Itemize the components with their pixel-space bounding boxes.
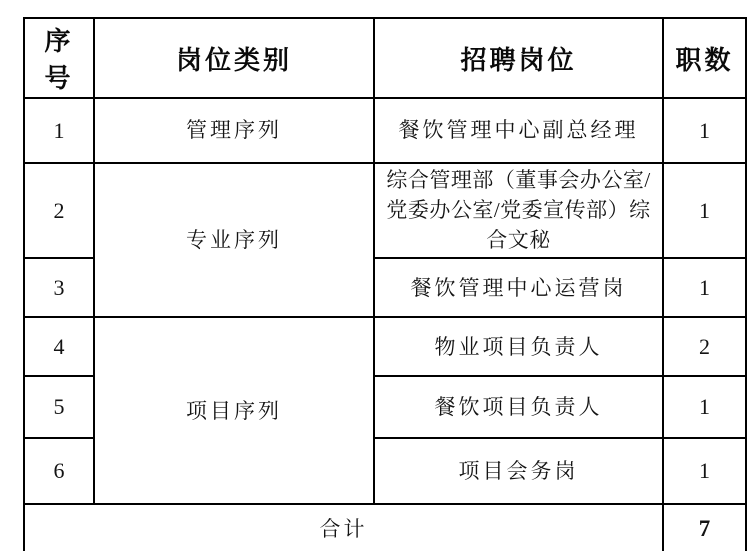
recruitment-positions-table <box>23 17 747 551</box>
row-number-cell: 4 <box>24 317 94 376</box>
position-cell: 项目会务岗 <box>374 438 663 504</box>
table-row <box>24 163 746 258</box>
total-row <box>24 504 746 551</box>
header-count: 职数 <box>663 18 746 98</box>
position-cell: 餐饮项目负责人 <box>374 376 663 438</box>
table-row <box>24 98 746 163</box>
count-cell: 2 <box>663 317 746 376</box>
count-cell: 1 <box>663 98 746 163</box>
count-cell: 1 <box>663 163 746 258</box>
category-cell-merged: 项目序列 <box>94 317 374 504</box>
header-position: 招聘岗位 <box>374 18 663 98</box>
count-cell: 1 <box>663 438 746 504</box>
header-row <box>24 18 746 98</box>
count-cell: 1 <box>663 258 746 317</box>
row-number-cell: 5 <box>24 376 94 438</box>
count-cell: 1 <box>663 376 746 438</box>
category-cell: 管理序列 <box>94 98 374 163</box>
row-number-cell: 1 <box>24 98 94 163</box>
header-no: 序号 <box>24 18 94 98</box>
total-value-cell: 7 <box>663 504 746 551</box>
row-number-cell: 3 <box>24 258 94 317</box>
position-cell: 综合管理部（董事会办公室/党委办公室/党委宣传部）综合文秘 <box>374 163 663 258</box>
position-cell: 餐饮管理中心运营岗 <box>374 258 663 317</box>
total-label-cell: 合计 <box>24 504 663 551</box>
row-number-cell: 2 <box>24 163 94 258</box>
table-row <box>24 317 746 376</box>
header-category: 岗位类别 <box>94 18 374 98</box>
row-number-cell: 6 <box>24 438 94 504</box>
category-cell-merged: 专业序列 <box>94 163 374 317</box>
position-cell: 物业项目负责人 <box>374 317 663 376</box>
position-cell: 餐饮管理中心副总经理 <box>374 98 663 163</box>
